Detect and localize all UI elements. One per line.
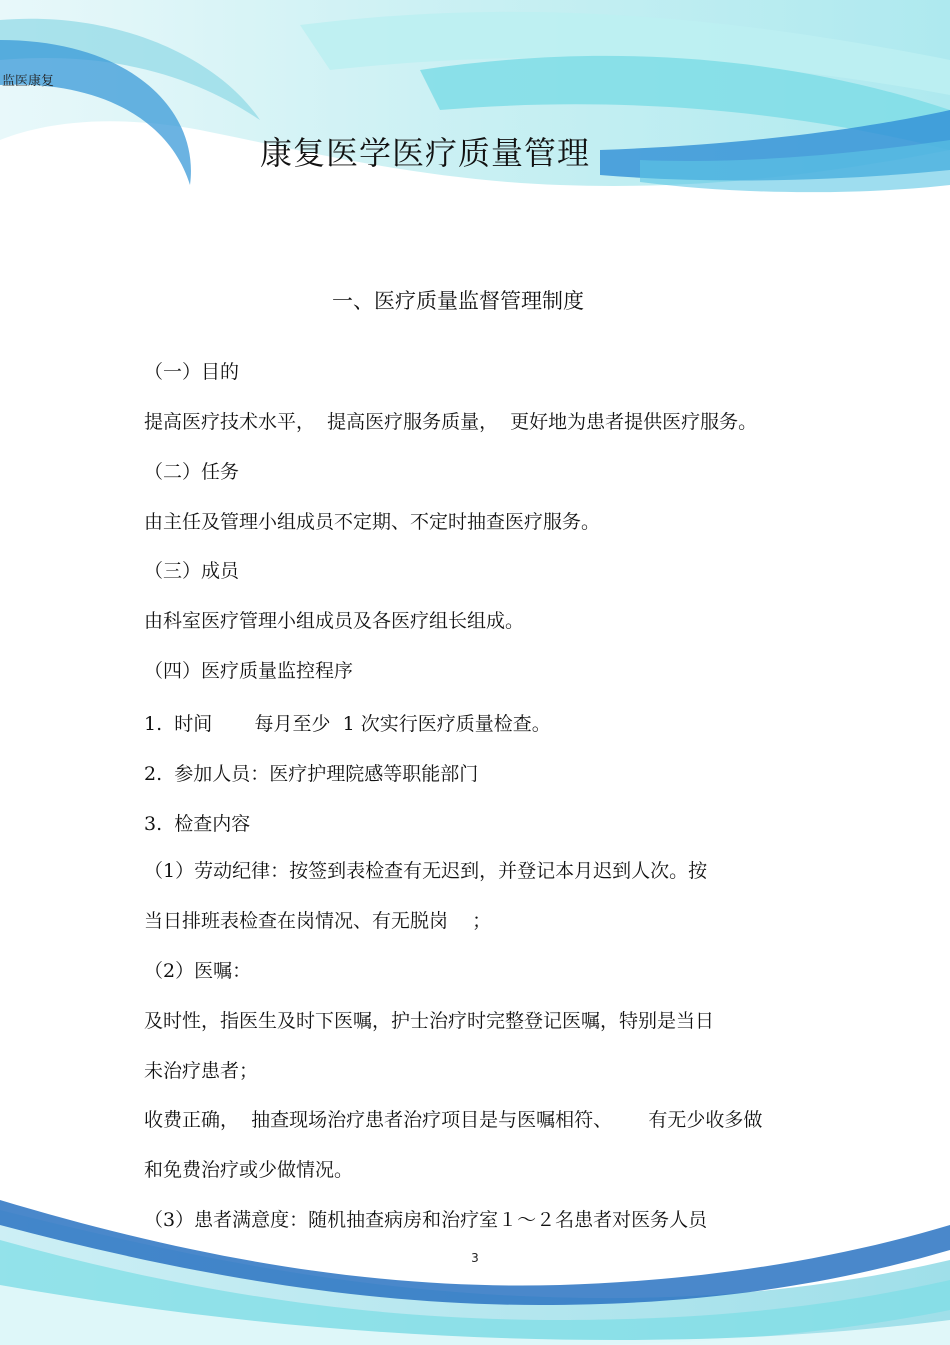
document-title: 康复医学医疗质量管理	[259, 134, 590, 172]
heading-medical-orders: （2）医嘱：	[144, 960, 252, 982]
section-title: 一、医疗质量监督管理制度	[332, 289, 584, 313]
paragraph-task: 由主任及管理小组成员不定期、不定时抽查医疗服务。	[144, 511, 601, 533]
page-number: 3	[471, 1251, 479, 1265]
paragraph-billing-2: 和免费治疗或少做情况。	[144, 1159, 354, 1181]
header-tag: 监医康复	[2, 74, 55, 89]
paragraph-orders-1: 及时性，指医生及时下医嘱，护士治疗时完整登记医嘱，特别是当日	[144, 1010, 715, 1032]
list-item-inspection-content: 3. 检查内容	[144, 813, 251, 835]
list-item-participants: 2. 参加人员：医疗护理院感等职能部门	[144, 763, 479, 785]
paragraph-members: 由科室医疗管理小组成员及各医疗组长组成。	[144, 610, 525, 632]
heading-monitoring-procedure: （四）医疗质量监控程序	[144, 660, 354, 682]
heading-members: （三）成员	[144, 560, 240, 582]
paragraph-billing-1: 收费正确， 抽查现场治疗患者治疗项目是与医嘱相符、 有无少收多做	[144, 1109, 763, 1131]
paragraph-discipline-2: 当日排班表检查在岗情况、有无脱岗 ；	[144, 910, 492, 932]
paragraph-discipline-1: （1）劳动纪律：按签到表检查有无迟到，并登记本月迟到人次。按	[144, 860, 708, 882]
paragraph-orders-2: 未治疗患者；	[144, 1060, 259, 1082]
list-item-time: 1. 时间 每月至少 1 次实行医疗质量检查。	[144, 713, 551, 735]
heading-task: （二）任务	[144, 461, 240, 483]
paragraph-satisfaction: （3）患者满意度：随机抽查病房和治疗室１～２名患者对医务人员	[144, 1209, 708, 1231]
paragraph-purpose: 提高医疗技术水平， 提高医疗服务质量， 更好地为患者提供医疗服务。	[144, 411, 758, 433]
heading-purpose: （一）目的	[144, 361, 240, 383]
